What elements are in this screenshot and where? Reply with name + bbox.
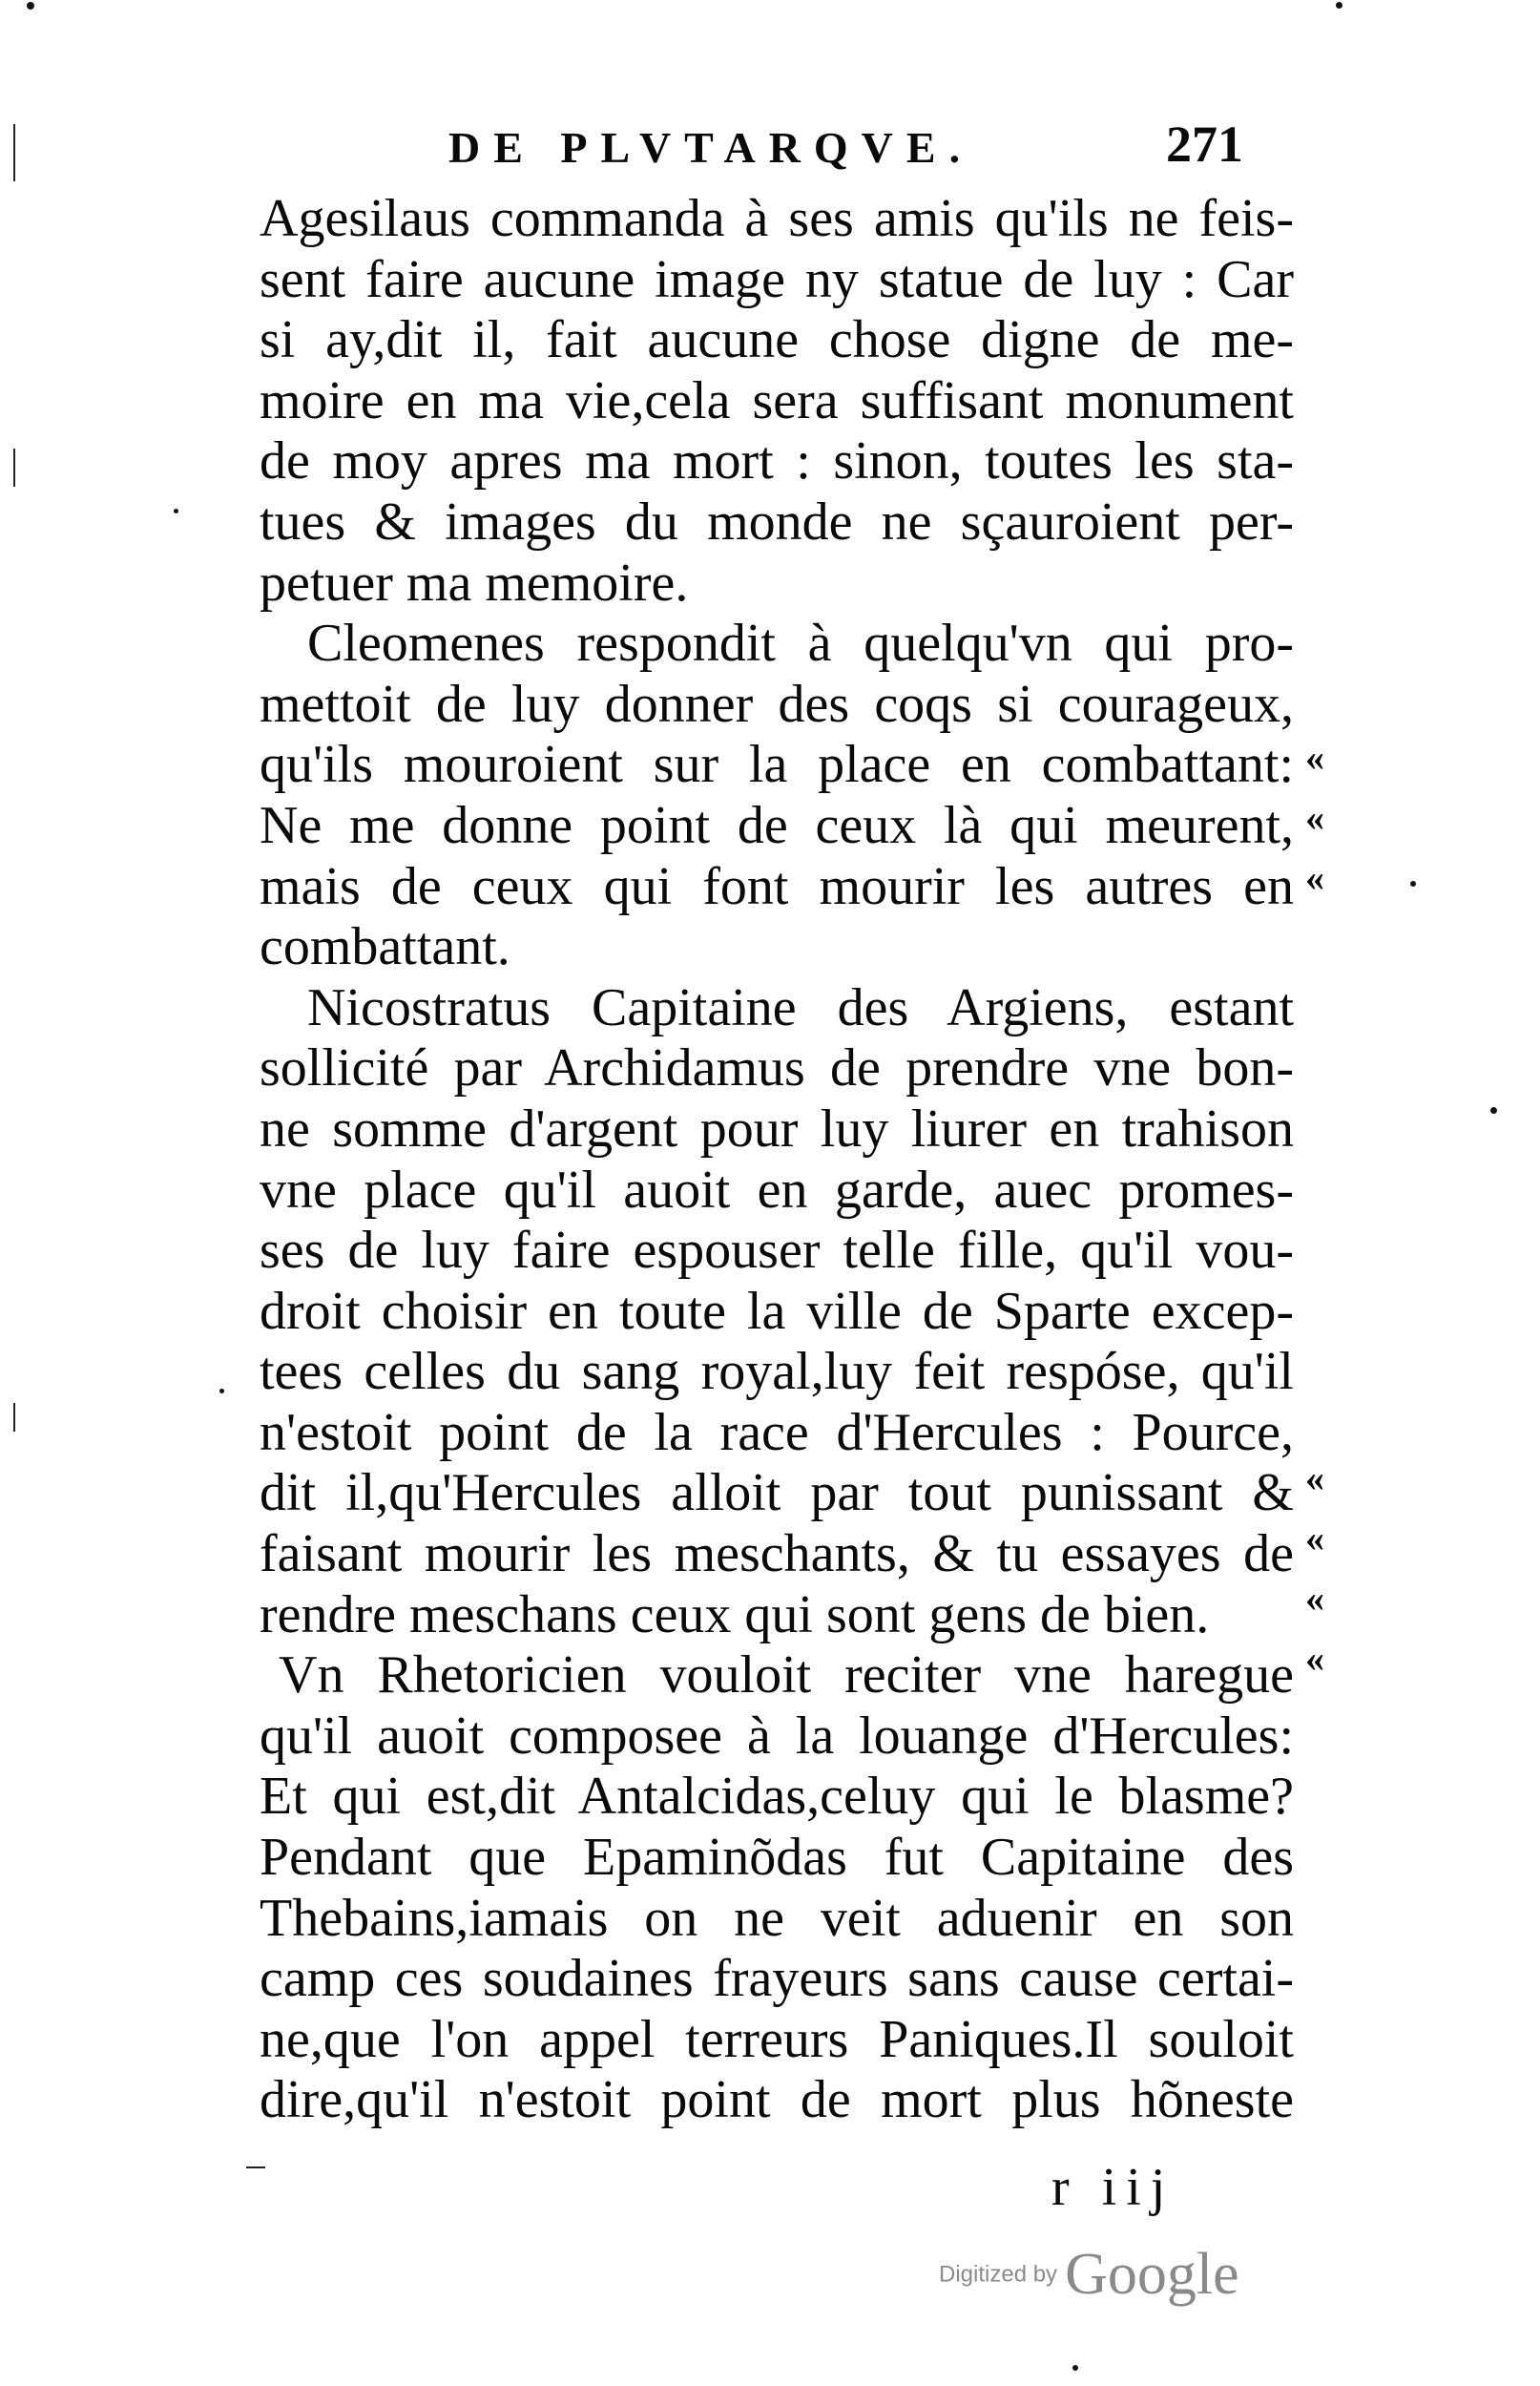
scan-speck [174, 509, 178, 513]
text-line: ses de luy faire espouser telle fille, qu'il vou- [260, 1221, 1294, 1281]
margin-quote-mark: « [1305, 856, 1321, 899]
text-line: mais de ceux qui font mourir les autres en [260, 856, 1294, 916]
scan-mark [13, 124, 15, 181]
scan-speck [27, 2, 34, 10]
body-text [260, 189, 1294, 2131]
text-line: n'estoit point de la race d'Hercules : Pource, [260, 1402, 1294, 1462]
text-line: Nicostratus Capitaine des Argiens, estant [307, 977, 1294, 1037]
margin-quote-mark: « [1305, 1456, 1321, 1499]
text-line: rendre meschans ceux qui sont gens de bien. [260, 1584, 1210, 1644]
text-line: tues & images du monde ne sçauroient per- [260, 492, 1294, 552]
scan-speck [1410, 881, 1416, 887]
text-line: sollicité par Archidamus de prendre vne bon- [260, 1038, 1294, 1099]
scan-speck [1490, 1107, 1497, 1114]
text-line: combattant. [260, 917, 510, 977]
text-line: Ne me donne point de ceux là qui meurent, [260, 795, 1294, 855]
running-head: DE PLVTARQVE. [448, 123, 974, 172]
text-line: qu'il auoit composee à la louange d'Hercules: [260, 1706, 1294, 1766]
margin-quote-mark: « [1305, 796, 1321, 839]
signature-mark: r iij [1051, 2158, 1176, 2217]
text-line: droit choisir en toute la ville de Sparte excep- [260, 1281, 1294, 1341]
text-line: si ay,dit il, fait aucune chose digne de me- [260, 310, 1294, 370]
text-line: dit il,qu'Hercules alloit par tout punissant & [260, 1463, 1294, 1523]
text-line: Pendant que Epaminõdas fut Capitaine des [260, 1828, 1294, 1888]
scan-mark [13, 449, 15, 487]
text-line: Et qui est,dit Antalcidas,celuy qui le blasme? [260, 1767, 1294, 1827]
text-line: mettoit de luy donner des coqs si courageux, [260, 674, 1294, 734]
text-line: moire en ma vie,cela sera suffisant monument [260, 370, 1294, 430]
text-line: dire,qu'il n'estoit point de mort plus hõneste [260, 2070, 1294, 2130]
scan-speck [1336, 2, 1342, 9]
text-line: Vn Rhetoricien vouloit reciter vne haregue [279, 1645, 1294, 1706]
scan-mark [13, 1403, 15, 1432]
margin-quote-mark: « [1305, 1517, 1321, 1559]
watermark-brand: Google [1065, 2242, 1239, 2307]
text-line: faisant mourir les meschants, & tu essayes de [260, 1524, 1294, 1584]
scan-speck [219, 1389, 224, 1393]
margin-quote-mark: « [1305, 1637, 1321, 1680]
margin-quote-mark: « [1305, 736, 1321, 779]
text-line: vne place qu'il auoit en garde, auec promes- [260, 1160, 1294, 1220]
text-line: Cleomenes respondit à quelqu'vn qui pro- [307, 614, 1294, 674]
text-line: qu'ils mouroient sur la place en combattant: [260, 735, 1294, 795]
page-number: 271 [1166, 115, 1243, 173]
text-line: ne somme d'argent pour luy liurer en trahison [260, 1099, 1294, 1159]
watermark-prefix: Digitized by [939, 2261, 1058, 2288]
text-line: Agesilaus commanda à ses amis qu'ils ne feis- [260, 189, 1294, 248]
digitized-watermark [939, 2241, 1239, 2309]
text-line: tees celles du sang royal,luy feit respóse, qu'il [260, 1342, 1294, 1402]
text-line: camp ces soudaines frayeurs sans cause certai- [260, 1949, 1294, 2009]
text-line: petuer ma memoire. [260, 553, 689, 613]
text-line: de moy apres ma mort : sinon, toutes les sta- [260, 431, 1294, 492]
text-line: Thebains,iamais on ne veit aduenir en son [260, 1888, 1294, 1948]
scan-mark [246, 2166, 265, 2168]
text-line: ne,que l'on appel terreurs Paniques.Il souloit [260, 2009, 1294, 2069]
text-line: sent faire aucune image ny statue de luy : Car [260, 249, 1294, 309]
margin-quote-mark: « [1305, 1577, 1321, 1620]
scan-speck [1072, 2365, 1078, 2371]
